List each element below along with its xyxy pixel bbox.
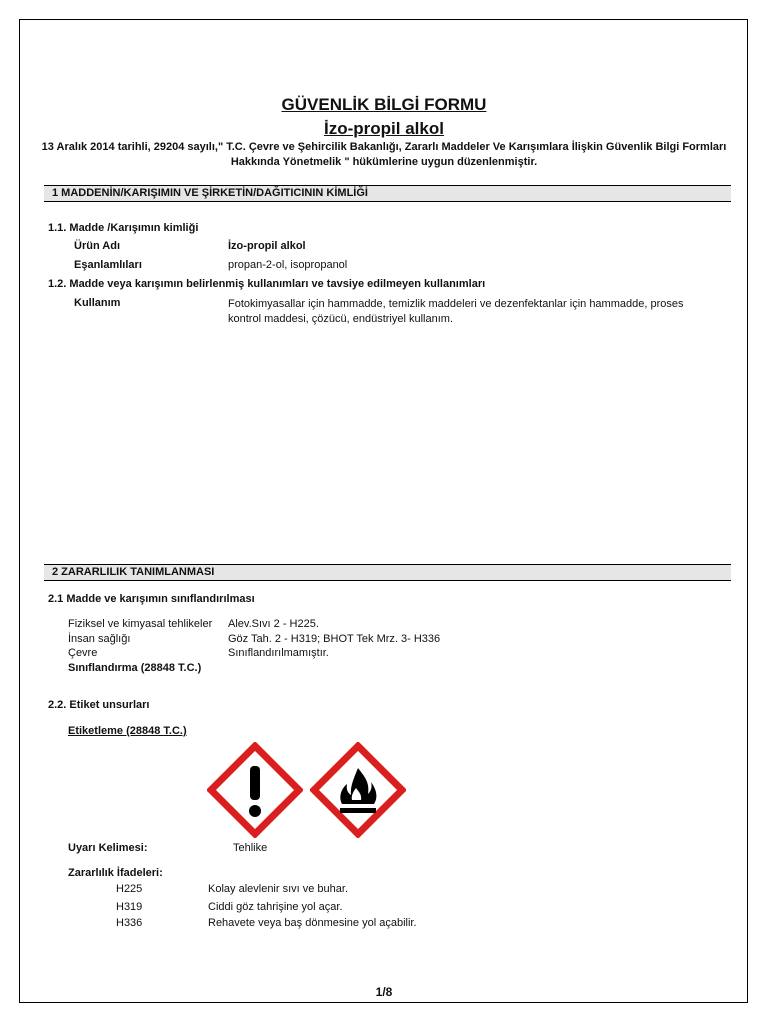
document-title: GÜVENLİK BİLGİ FORMU xyxy=(281,95,487,114)
classification-row-value: Alev.Sıvı 2 - H225. xyxy=(228,618,319,630)
hazard-code: H336 xyxy=(116,917,143,929)
signal-word-value: Tehlike xyxy=(233,842,268,854)
classification-row-label: İnsan sağlığı xyxy=(68,633,131,645)
hazard-statements-title: Zararlılık İfadeleri: xyxy=(68,867,163,879)
section2-heading: 2 ZARARLILIK TANIMLANMASI xyxy=(44,564,731,581)
hazard-text: Rehavete veya baş dönmesine yol açabilir. xyxy=(208,917,417,929)
classification-row-value: Sınıflandırılmamıştır. xyxy=(228,647,329,659)
section2-1-heading: 2.1 Madde ve karışımın sınıflandırılması xyxy=(48,593,255,605)
hazard-code: H225 xyxy=(116,883,143,895)
section1-2-heading: 1.2. Madde veya karışımın belirlenmiş kullanımları ve tavsiye edilmeyen kullanımları xyxy=(48,278,486,290)
hazard-text: Kolay alevlenir sıvı ve buhar. xyxy=(208,883,349,895)
product-name-value: İzo-propil alkol xyxy=(228,240,306,252)
section1-1-heading: 1.1. Madde /Karışımın kimliği xyxy=(48,222,199,234)
classification-row-label: Fiziksel ve kimyasal tehlikeler xyxy=(68,618,213,630)
regulation-note: 13 Aralık 2014 tarihli, 29204 sayılı," T.C. Çevre ve Şehircilik Bakanlığı, Zararlı Maddeler Ve Karışımlara İlişkin Güvenlik Bilgi Formları Hakkında Yönetmelik " hükümlerine uygun düzenlenmiştir. xyxy=(41,141,727,168)
classification-row-label: Çevre xyxy=(68,647,98,659)
flame-icon xyxy=(310,742,406,838)
section2-2-heading: 2.2. Etiket unsurları xyxy=(48,699,150,711)
product-name-label: Ürün Adı xyxy=(74,240,121,252)
classification-row-value: Göz Tah. 2 - H319; BHOT Tek Mrz. 3- H336 xyxy=(228,633,441,645)
synonyms-label: Eşanlamlıları xyxy=(74,259,142,271)
labeling-title: Etiketleme (28848 T.C.) xyxy=(68,725,187,737)
classification-title: Sınıflandırma (28848 T.C.) xyxy=(68,662,202,674)
exclamation-mark-icon xyxy=(207,742,303,838)
hazard-code: H319 xyxy=(116,901,143,913)
product-title: İzo-propil alkol xyxy=(324,119,444,138)
page-number: 1/8 xyxy=(375,985,393,999)
section1-heading: 1 MADDENİN/KARIŞIMIN VE ŞİRKETİN/DAĞITICININ KİMLİĞİ xyxy=(44,185,731,202)
usage-label: Kullanım xyxy=(74,297,121,309)
usage-value: Fotokimyasallar için hammadde, temizlik maddeleri ve dezenfektanlar için hammadde, proses kontrol maddesi, çözücü, endüstriyel kullanım. xyxy=(228,298,684,325)
synonyms-value: propan-2-ol, isopropanol xyxy=(228,259,348,271)
signal-word-label: Uyarı Kelimesi: xyxy=(68,842,148,854)
hazard-text: Ciddi göz tahrişine yol açar. xyxy=(208,901,343,913)
